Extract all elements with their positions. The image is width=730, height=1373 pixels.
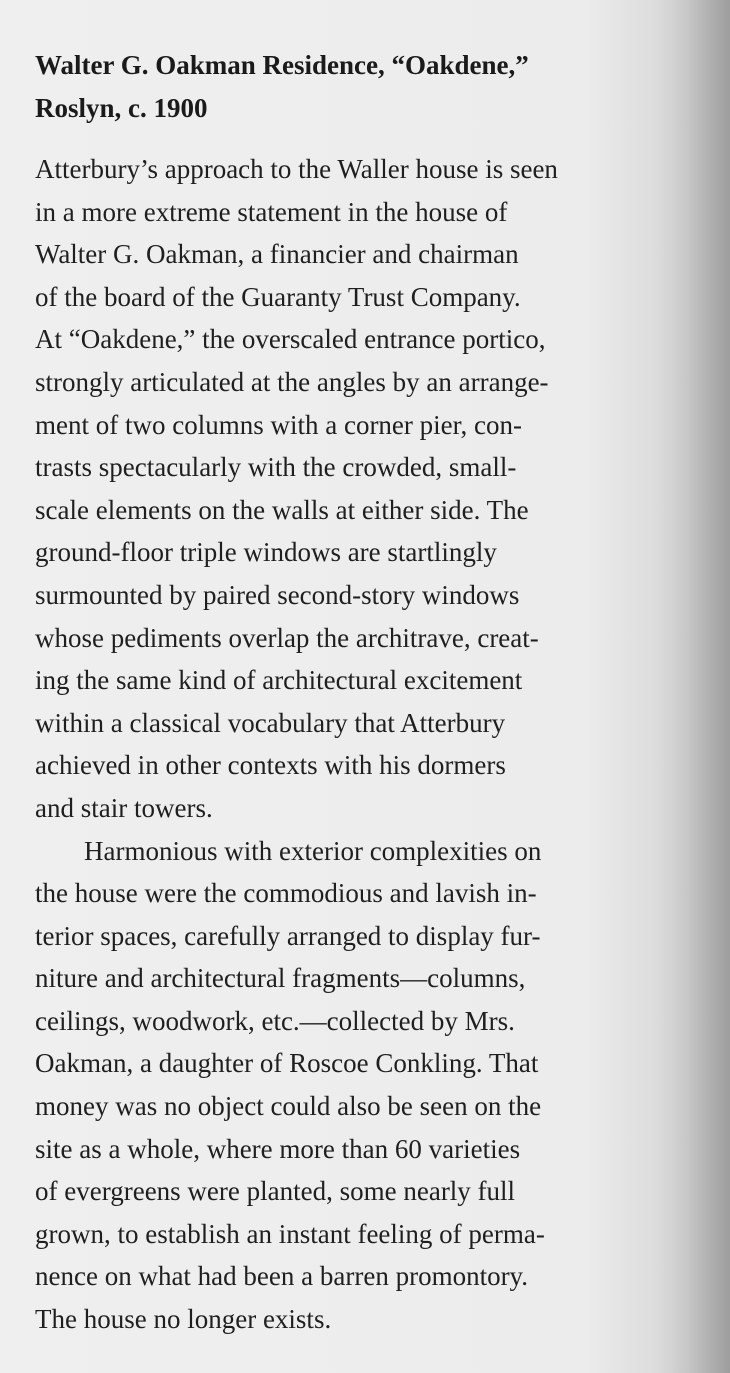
text-line: in a more extreme statement in the house of bbox=[35, 196, 508, 227]
text-line: nence on what had been a barren promontory. bbox=[35, 1261, 529, 1292]
heading-line: Walter G. Oakman Residence, “Oakdene,” bbox=[35, 50, 529, 80]
text-line: achieved in other contexts with his dormers bbox=[35, 750, 506, 781]
text-line: grown, to establish an instant feeling of perma- bbox=[35, 1218, 545, 1249]
text-line: niture and architectural fragments—columns, bbox=[35, 963, 526, 994]
text-line: within a classical vocabulary that Atterbury bbox=[35, 707, 506, 738]
text-line: site as a whole, where more than 60 varieties bbox=[35, 1133, 521, 1164]
text-line: and stair towers. bbox=[35, 792, 213, 823]
text-line: the house were the commodious and lavish in- bbox=[35, 878, 537, 909]
text-line: terior spaces, carefully arranged to display fur- bbox=[35, 920, 541, 951]
text-line: of the board of the Guaranty Trust Company. bbox=[35, 281, 521, 312]
text-line: Harmonious with exterior complexities on bbox=[84, 835, 542, 866]
text-line: surmounted by paired second-story windows bbox=[35, 579, 520, 610]
text-line: scale elements on the walls at either side. The bbox=[35, 494, 529, 525]
text-line: trasts spectacularly with the crowded, small- bbox=[35, 452, 517, 483]
text-line: Walter G. Oakman, a financier and chairman bbox=[35, 239, 519, 270]
text-line: ing the same kind of architectural excitement bbox=[35, 665, 523, 696]
text-line: of evergreens were planted, some nearly full bbox=[35, 1176, 516, 1207]
text-line: At “Oakdene,” the overscaled entrance portico, bbox=[35, 324, 546, 355]
section-heading bbox=[35, 44, 685, 130]
heading-line: Roslyn, c. 1900 bbox=[35, 93, 208, 123]
text-line: ment of two columns with a corner pier, con- bbox=[35, 409, 523, 440]
text-line: Oakman, a daughter of Roscoe Conkling. That bbox=[35, 1048, 539, 1079]
text-line: whose pediments overlap the architrave, creat- bbox=[35, 622, 539, 653]
paragraph-2 bbox=[35, 830, 695, 1341]
text-line: Atterbury’s approach to the Waller house is seen bbox=[35, 154, 558, 184]
body-text bbox=[35, 148, 695, 1341]
text-line: The house no longer exists. bbox=[35, 1304, 332, 1335]
text-line: money was no object could also be seen on the bbox=[35, 1091, 542, 1122]
text-line: strongly articulated at the angles by an arrange- bbox=[35, 366, 549, 397]
text-line: ceilings, woodwork, etc.—collected by Mrs. bbox=[35, 1005, 515, 1036]
paragraph-1 bbox=[35, 148, 695, 830]
text-line: ground-floor triple windows are startlingly bbox=[35, 537, 497, 568]
